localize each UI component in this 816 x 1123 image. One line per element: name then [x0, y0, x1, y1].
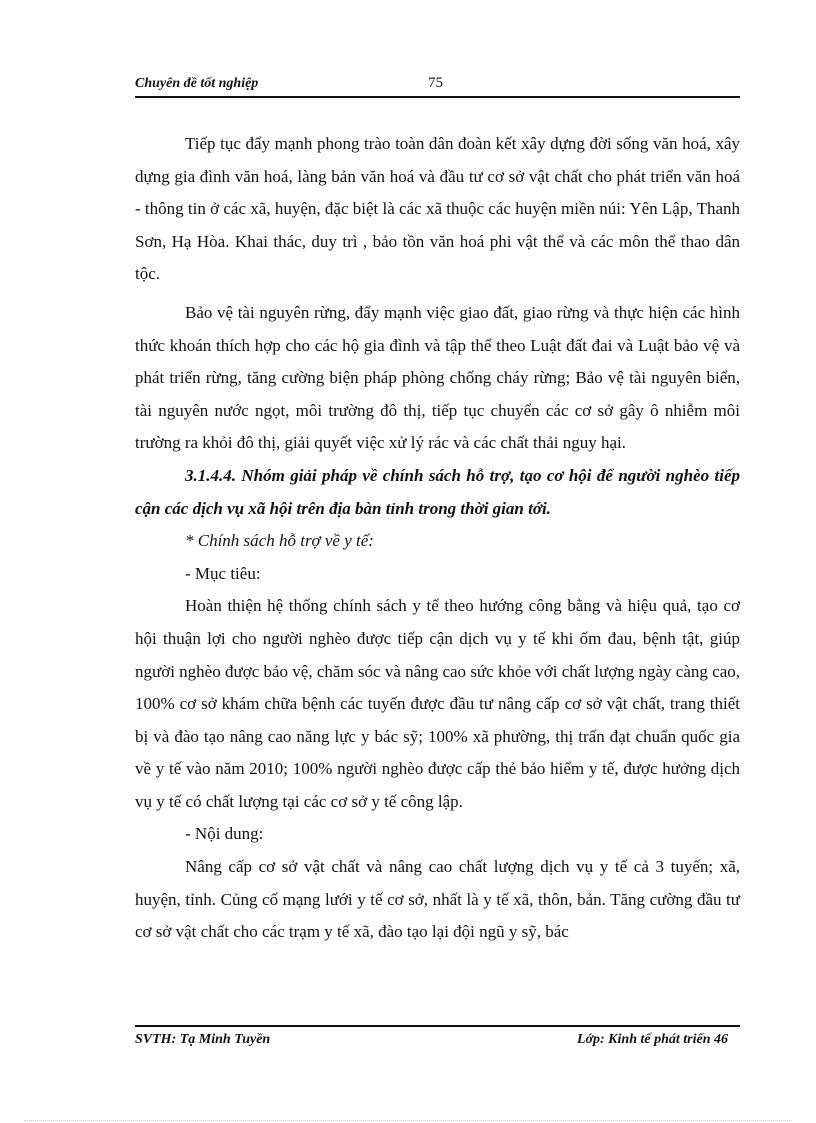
paragraph-objective: Hoàn thiện hệ thống chính sách y tế theo hướng công bằng và hiệu quả, tạo cơ hội thuận lợi cho người nghèo được tiếp cận dịch vụ y tế khi ốm đau, bệnh tật, giúp người nghèo được bảo vệ, chăm sóc và nâng cao sức khỏe với chất lượng ngày càng cao, 100% cơ sở khám chữa bệnh các tuyến được đầu tư nâng cấp cơ sở vật chất, trang thiết bị và đào tạo nâng cao năng lực y bác sỹ; 100% xã phường, thị trấn đạt chuẩn quốc gia về y tế vào năm 2010; 100% người nghèo được cấp thẻ bảo hiểm y tế, được hưởng dịch vụ y tế có chất lượng tại các cơ sở y tế công lập.: [135, 596, 740, 811]
student-name: SVTH: Tạ Minh Tuyền: [135, 1032, 271, 1047]
page-bottom-divider: [24, 1120, 792, 1121]
paragraph-culture: Tiếp tục đẩy mạnh phong trào toàn dân đoàn kết xây dựng đời sống văn hoá, xây dựng gia đình văn hoá, làng bản văn hoá và đầu tư cơ sở vật chất cho phát triển văn hoá - thông tin ở các xã, huyện, đặc biệt là các xã thuộc các huyện miền núi: Yên Lập, Thanh Sơn, Hạ Hòa. Khai thác, duy trì , bảo tồn văn hoá phi vật thể và các môn thể thao dân tộc.: [135, 134, 740, 284]
page-footer: [135, 1025, 740, 1051]
page-header: [135, 74, 740, 98]
objective-label: - Mục tiêu:: [185, 563, 261, 583]
document-title: Chuyên đề tốt nghiệp: [135, 76, 259, 91]
section-heading: 3.1.4.4. Nhóm giải pháp về chính sách hỗ trợ, tạo cơ hội để người nghèo tiếp cận các dịch vụ xã hội trên địa bàn tỉnh trong thời gian tới.: [135, 465, 740, 518]
page-number: 75: [428, 75, 443, 91]
page-body: [135, 128, 740, 949]
content-label: - Nội dung:: [185, 824, 264, 844]
class-name: Lớp: Kinh tế phát triển 46: [576, 1032, 728, 1047]
paragraph-content: Nâng cấp cơ sở vật chất và nâng cao chất lượng dịch vụ y tế cả 3 tuyến; xã, huyện, tỉnh. Củng cố mạng lưới y tế cơ sở, nhất là y tế xã, thôn, bản. Tăng cường đầu tư cơ sở vật chất cho các trạm y tế xã, đào tạo lại đội ngũ y sỹ, bác: [135, 857, 740, 942]
policy-title: * Chính sách hỗ trợ về y tế:: [185, 531, 374, 551]
paragraph-environment: Bảo vệ tài nguyên rừng, đẩy mạnh việc giao đất, giao rừng và thực hiện các hình thức khoán thích hợp cho các hộ gia đình và tập thể theo Luật đất đai và Luật bảo vệ và phát triển rừng, tăng cường biện pháp phòng chống cháy rừng; Bảo vệ tài nguyên biển, tài nguyên nước ngọt, môi trường đô thị, tiếp tục chuyển các cơ sở gây ô nhiễm môi trường ra khỏi đô thị, giải quyết việc xử lý rác và các chất thải nguy hại.: [135, 302, 740, 453]
